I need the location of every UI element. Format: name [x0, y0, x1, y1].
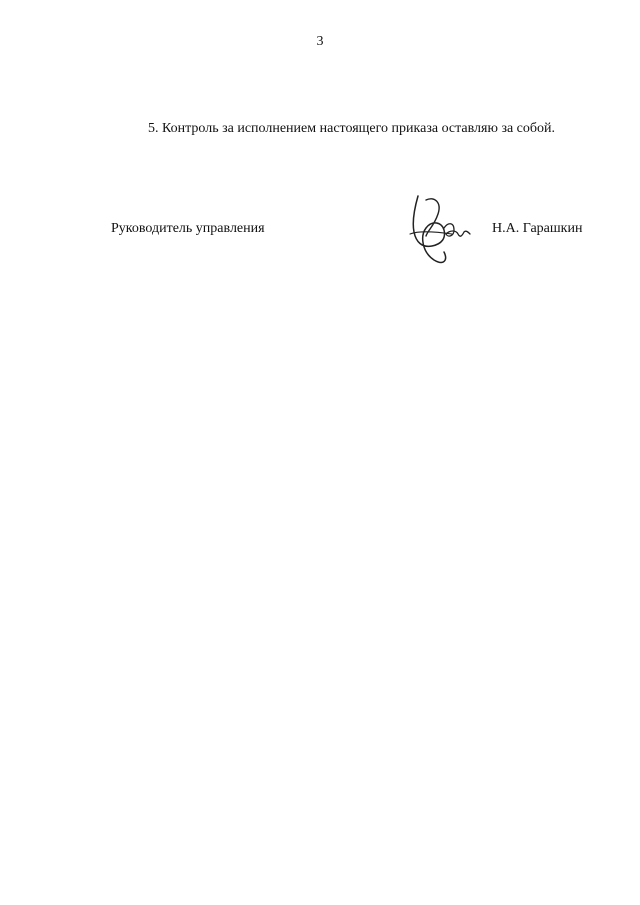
paragraph-item-5: 5. Контроль за исполнением настоящего приказа оставляю за собой. — [148, 121, 556, 136]
page-number: 3 — [316, 34, 324, 49]
handwritten-signature — [404, 190, 476, 272]
signature-block — [0, 0, 640, 300]
signer-title: Руководитель управления — [111, 221, 265, 236]
signer-name: Н.А. Гарашкин — [492, 221, 583, 236]
